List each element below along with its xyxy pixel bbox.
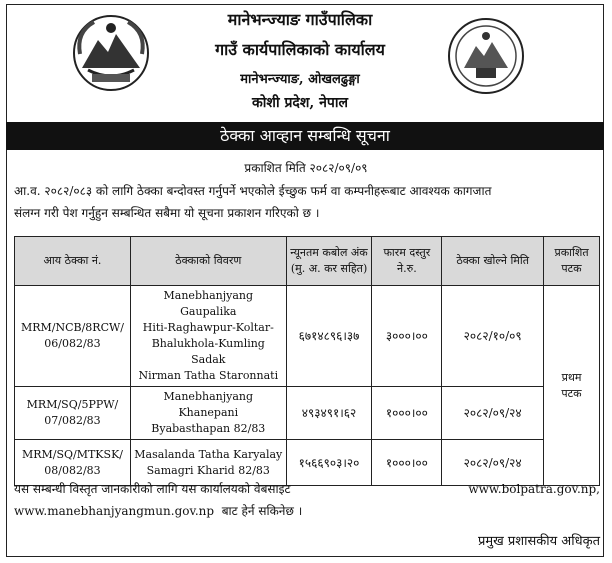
bolpatra-link[interactable]: www.bolpatra.gov.np,	[468, 482, 600, 496]
contract-no: MRM/NCB/8RCW/ 06/082/83	[15, 286, 131, 387]
header-contract-no: आय ठेक्का नं.	[15, 237, 131, 286]
opening-date: २०८२/१०/०९	[442, 286, 544, 387]
header-form-fee: फारम दस्तुर ने.रु.	[372, 237, 442, 286]
municipality-website-link[interactable]: www.manebhanjyangmun.gov.np	[14, 504, 215, 518]
office-address-line1: मानेभन्ज्याङ, ओखलढुङ्गा	[240, 72, 360, 87]
header-published-times: प्रकाशित पटक	[544, 237, 600, 286]
intro-line-1: आ.व. २०८२/०८३ को लागि ठेक्का बन्दोवस्त गर्नुपर्ने भएकोले ईच्छुक फर्म वा कम्पनीहरूबाट आवश्यक कागजात	[14, 184, 492, 198]
opening-date: २०८२/०९/२४	[442, 440, 544, 486]
contract-no: MRM/SQ/5PPW/ 07/082/83	[15, 387, 131, 440]
min-bid-amount: ४९३४९१।६२	[286, 387, 372, 440]
footer-paragraph	[14, 478, 600, 522]
signatory-title: प्रमुख प्रशासकीय अधिकृत	[477, 534, 600, 549]
contract-description: Manebhanjyang Gaupalika Hiti-Raghawpur-Koltar- Bhalukhola-Kumling Sadak Nirman Tatha Staronnati	[130, 286, 286, 387]
municipality-seal-icon	[446, 16, 526, 96]
header-description: ठेक्काको विवरण	[130, 237, 286, 286]
form-fee: १०००।००	[372, 387, 442, 440]
publish-date: प्रकाशित मिति २०८२/०९/०९	[244, 161, 368, 175]
office-name-line2: गाउँ कार्यपालिकाको कार्यालय	[215, 40, 385, 59]
letterhead	[0, 0, 612, 118]
footer-line-1: यस सम्बन्धी विस्तृत जानकारीको लागि यस कार्यालयको वेबसाइट www.bolpatra.gov.np,	[14, 478, 600, 500]
min-bid-amount: ६७१४८९६।३७	[286, 286, 372, 387]
table-row	[15, 387, 600, 440]
intro-line-2: संलग्न गरी पेश गर्नुहुन सम्बन्धित सबैमा यो सूचना प्रकाशन गरिएको छ ।	[14, 206, 320, 220]
header-min-bid: न्यूनतम कबोल अंक (मु. अ. कर सहित)	[286, 237, 372, 286]
contract-description: Masalanda Tatha Karyalay Samagri Kharid 82/83	[130, 440, 286, 486]
table-header-row	[15, 237, 600, 286]
intro-paragraph	[14, 180, 600, 224]
published-times: प्रथम पटक	[544, 286, 600, 486]
nepal-emblem-icon	[70, 12, 152, 94]
table-row	[15, 286, 600, 387]
office-address-line2: कोशी प्रदेश, नेपाल	[252, 95, 348, 111]
contract-no: MRM/SQ/MTKSK/ 08/082/83	[15, 440, 131, 486]
footer-line-2: www.manebhanjyangmun.gov.np बाट हेर्न सकिनेछ ।	[14, 504, 303, 518]
form-fee: १०००।००	[372, 440, 442, 486]
tender-table	[14, 236, 600, 486]
min-bid-amount: १५६६९०३।२०	[286, 440, 372, 486]
notice-title-bar: ठेक्का आव्हान सम्बन्धि सूचना	[6, 122, 604, 150]
form-fee: ३०००।००	[372, 286, 442, 387]
header-opening-date: ठेक्का खोल्ने मिति	[442, 237, 544, 286]
opening-date: २०८२/०९/२४	[442, 387, 544, 440]
office-name-line1: मानेभन्ज्याङ गाउँपालिका	[227, 10, 373, 29]
contract-description: Manebhanjyang Khanepani Byabasthapan 82/83	[130, 387, 286, 440]
